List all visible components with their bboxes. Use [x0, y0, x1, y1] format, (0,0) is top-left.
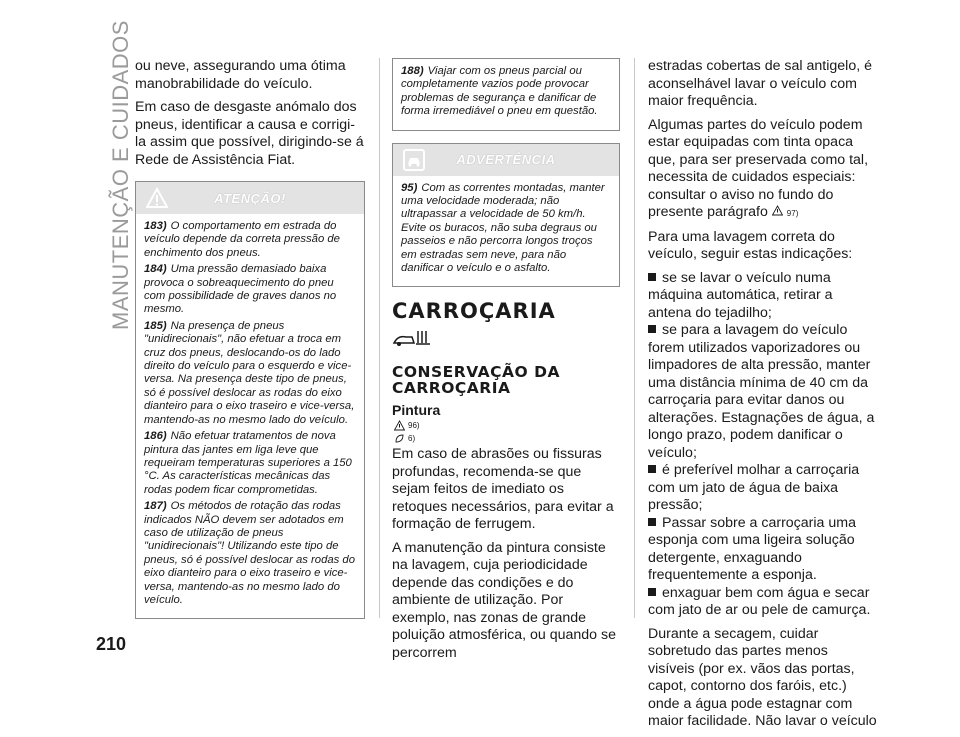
heading: Pintura: [392, 402, 441, 419]
bullet-item: [648, 270, 878, 323]
note-item: [144, 320, 356, 427]
bullet-text: Passar sobre a carroçaria uma esponja com uma ligeira solução detergente, enxaguando frequentemente a esponja.: [648, 514, 856, 583]
note-number: 186): [144, 430, 167, 443]
attention-title: ATENÇÃO!: [214, 190, 286, 206]
bullet-text: enxaguar bem com água e secar com jato de ar ou pele de camurça.: [648, 584, 871, 618]
note-number: 188): [401, 65, 424, 77]
paragraph: A manutenção da pintura consiste na lavagem, cuja periodicidade depende das condições e do ambiente de utilização. Por exemplo, nas zonas de grande poluição atmosférica, ou quando se percorrem: [392, 539, 616, 661]
note-item: [401, 182, 611, 276]
warning-box-header: [393, 144, 619, 176]
note-number: 184): [144, 263, 167, 276]
subsection-title: CONSERVAÇÃO DA CARROÇARIA: [392, 363, 560, 398]
attention-box: [135, 181, 365, 619]
note-text: Com as correntes montadas, manter uma velocidade moderada; não ultrapassar a velocidade de 50 km/h. Evite os buracos, não suba degraus ou passeios e não percorra longos troços em estradas sem neve, para não danificar o veículo e o asfalto.: [401, 181, 605, 275]
note-text: Uma pressão demasiado baixa provoca o sobreaquecimento do pneu com possibilidade de graves danos no mesmo.: [144, 263, 337, 316]
attention-notes: [136, 214, 364, 618]
reference: [394, 433, 620, 444]
bullet-text: se se lavar o veículo numa máquina automática, retirar a antena do tejadilho;: [648, 269, 833, 321]
warning-triangle-icon: [772, 205, 783, 216]
warning-triangle-icon: [146, 187, 168, 209]
bullet-marker: [648, 588, 656, 596]
paragraph: estradas cobertas de sal antigelo, é aconselhável lavar o veículo com maior frequência.: [648, 58, 872, 109]
note-item: [144, 500, 356, 607]
note-item: [144, 263, 356, 317]
paragraph: [648, 117, 878, 223]
note-188-box: [392, 58, 620, 131]
note-item: [144, 430, 356, 497]
attention-box-header: [136, 182, 364, 214]
note-number: 183): [144, 220, 167, 232]
bullet-text: se para a lavagem do veículo forem utilizados vaporizadores ou limpadores de alta pressão, manter uma distância mínima de 40 cm da carroçaria para evitar danos ou alterações. Estagnações de água, a longo prazo, podem danificar o veículo;: [648, 322, 875, 461]
column-divider: [634, 58, 635, 618]
car-wash-icon: [392, 329, 432, 347]
warning-box: [392, 143, 620, 288]
paragraph: Em caso de desgaste anómalo dos pneus, identificar a causa e corrigi-la assim que possível, dirigindo-se á Rede de Assistência Fiat.: [135, 99, 364, 168]
paragraph: Durante a secagem, cuidar sobretudo das partes menos visíveis (por ex. vãos das portas, capot, contorno dos faróis, etc.) onde a água pode estagnar com maior facilidade. Não lavar o veículo: [648, 625, 877, 729]
bullet-item: [648, 515, 878, 585]
car-warning-icon: [403, 149, 425, 171]
column-2: [392, 58, 620, 668]
note-188-body: [393, 59, 619, 130]
reference-number: 96): [408, 421, 420, 431]
bullet-text: é preferível molhar a carroçaria com um jato de água de baixa pressão;: [648, 462, 860, 513]
note-item: [401, 65, 611, 119]
note-text: Viajar com os pneus parcial ou completamente vazios pode provocar problemas de segurança e danificar de forma irremediável o pneu em questão.: [401, 65, 598, 118]
note-text: Na presença de pneus "unidirecionais", não efetuar a troca em cruz dos pneus, deslocando-os do lado direito do veículo para o esquerdo e vice-versa. Na presença deste tipo de pneus, só é possível deslocar as rodas do eixo dianteiro para o eixo traseiro e vice-versa, mantendo-as no mesmo lado do veículo.: [144, 319, 355, 426]
note-text: Não efetuar tratamentos de nova pintura das jantes em liga leve que requeiram temperaturas superiores a 150 °C. As características mecânicas das rodas podem ficar comprometidas.: [144, 430, 352, 496]
section-title: CARROÇARIA: [392, 299, 556, 324]
leaf-icon: [394, 433, 405, 444]
warning-title: ADVERTÊNCIA: [456, 152, 556, 168]
bullet-item: [648, 585, 878, 620]
note-number: 185): [144, 319, 167, 332]
chapter-side-title: [84, 20, 133, 330]
reference-number: 6): [408, 434, 416, 444]
bullet-marker: [648, 273, 656, 281]
reference: [394, 420, 620, 431]
column-3: [648, 58, 878, 737]
note-number: 187): [144, 500, 167, 513]
warning-triangle-icon: [394, 420, 405, 431]
bullet-marker: [648, 518, 656, 526]
bullet-marker: [648, 465, 656, 473]
bullet-marker: [648, 325, 656, 333]
bullet-item: [648, 462, 878, 515]
column-divider: [379, 58, 380, 618]
column-1: [135, 58, 365, 619]
bullet-item: [648, 322, 878, 462]
warning-notes: [393, 176, 619, 287]
paragraph: Para uma lavagem correta do veículo, seguir estas indicações:: [648, 228, 853, 262]
paragraph: Em caso de abrasões ou fissuras profundas, recomenda-se que sejam feitos de imediato os retoques necessários, para evitar a formação de ferrugem.: [392, 446, 614, 533]
paragraph-text: Algumas partes do veículo podem estar equipadas com tinta opaca que, para ser preservada como tal, necessita de cuidados especiais: consultar o aviso no fundo do presente parágrafo: [648, 116, 869, 220]
note-number: 95): [401, 181, 418, 194]
note-text: O comportamento em estrada do veículo depende da correta pressão de enchimento dos pneus.: [144, 220, 340, 259]
note-item: [144, 220, 356, 260]
note-text: Os métodos de rotação das rodas indicados NÃO devem ser adotados em caso de utilização de pneus "unidirecionais"! Utilizando este tipo de pneus, só é possível deslocar as rodas do eixo dianteiro para o eixo traseiro e vice-versa, mantendo-as no mesmo lado do veículo.: [144, 500, 356, 606]
paragraph: ou neve, assegurando uma ótima manobrabilidade do veículo.: [135, 58, 346, 92]
reference-number: 97): [786, 209, 799, 218]
chapter-side-title-text: MANUTENÇÃO E CUIDADOS: [108, 20, 133, 330]
page-number: 210: [96, 634, 127, 654]
